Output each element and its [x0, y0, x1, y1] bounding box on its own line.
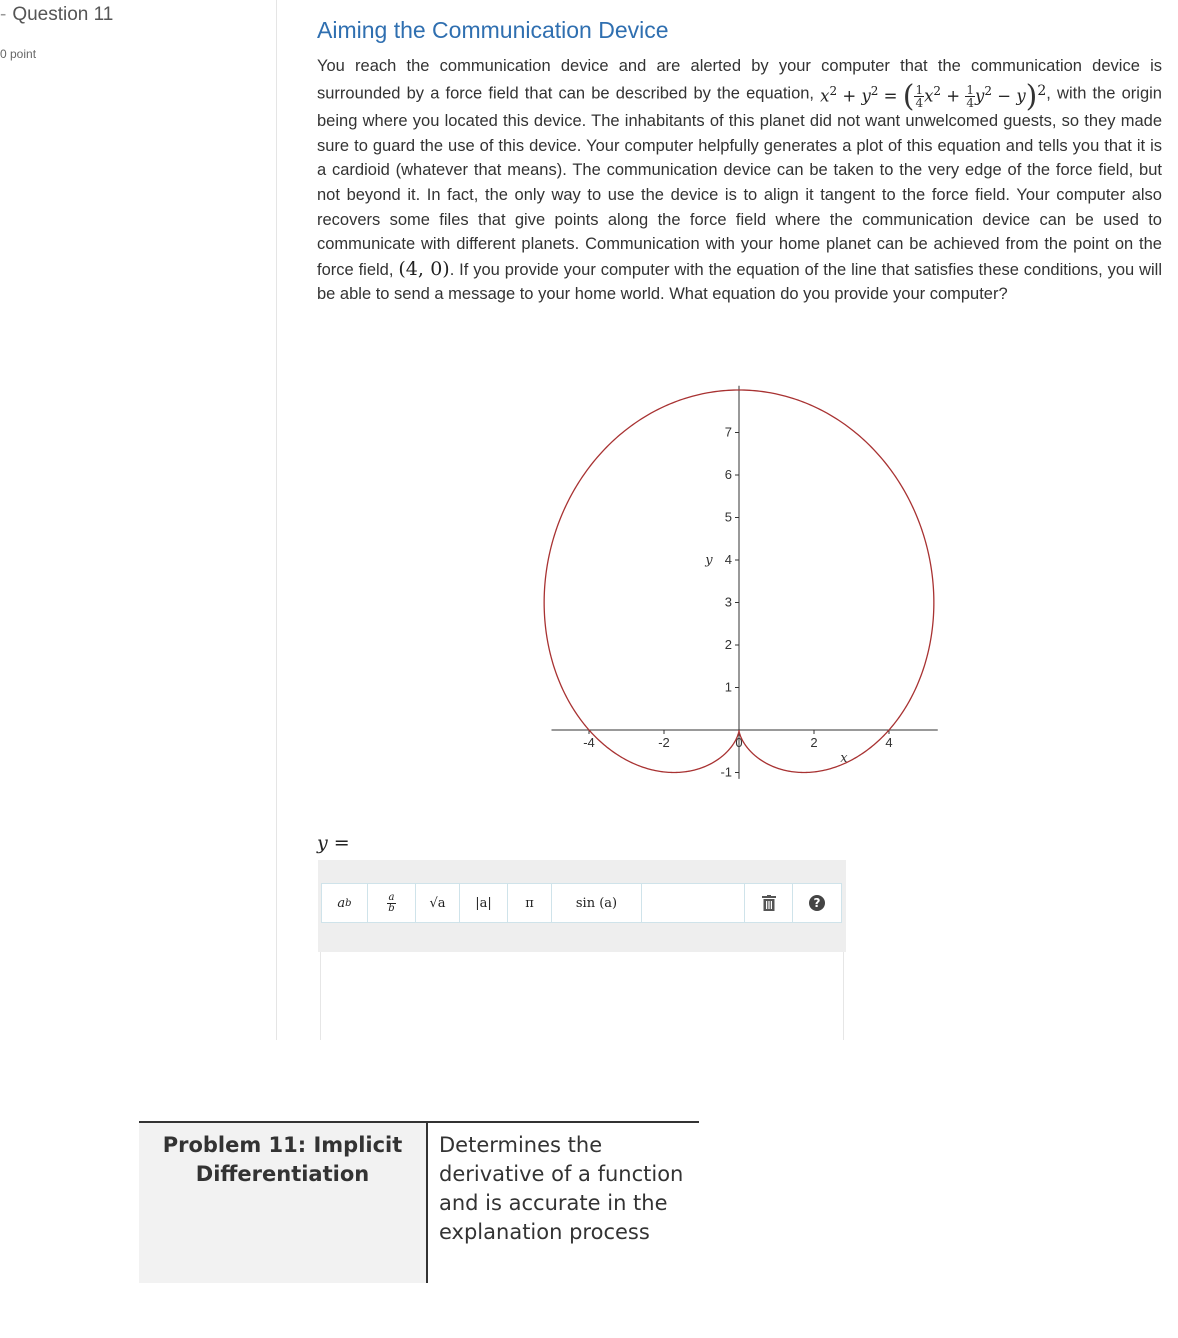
x-tick-label: 0: [735, 735, 743, 750]
problem-text-part-2: , with the origin being where you located this device. The inhabitants of this planet did not want unwelcomed guests, so they made sure to guard the use of this device. Your computer helpfully generates a plot of this equation and tells you that it is a cardioid (whatever that means). The communication device can be taken to the very edge of the force field, but not beyond it. In fact, the only way to use the device is to align it tangent to the force field. Your computer also recovers some files that give points along the force field where the communication device can be used to communicate with different planets. Communication with your home planet can be achieved from the point on the force field,: [317, 84, 1162, 279]
question-points: 0 point: [0, 47, 37, 61]
answer-input[interactable]: [320, 952, 844, 1040]
toolbar-spacer: [642, 884, 745, 922]
question-title-text: Question 11: [12, 4, 114, 25]
y-tick-label: 1: [724, 679, 732, 695]
trash-icon[interactable]: [745, 884, 793, 922]
answer-label-text: y =: [317, 832, 350, 854]
rubric-table: [139, 1121, 699, 1283]
x-axis-label: x: [840, 750, 848, 766]
y-tick-label: 7: [724, 424, 732, 440]
question-content: [317, 14, 1162, 307]
home-point: (4, 0): [398, 257, 450, 280]
x-tick-label: -4: [583, 735, 595, 750]
help-button[interactable]: [793, 884, 841, 922]
problem-text-part-1: You reach the communication device and are alerted by your computer that the communication device is surrounded by a force field that can be described by the equation,: [317, 57, 1162, 103]
question-title: - Question 11: [0, 4, 114, 25]
math-editor: [318, 860, 846, 1040]
problem-text: [317, 54, 1162, 307]
help-icon: ?: [809, 895, 825, 911]
column-divider: [276, 0, 277, 1040]
force-field-equation: $x^2 + y^2$ = ( $\frac{1}{4}$ $x^2$ + $\frac{1}{4}$ $y^2 - y)^2$: [820, 78, 1047, 114]
abs-button[interactable]: |a|: [460, 884, 508, 922]
x-tick-label: -2: [658, 735, 670, 750]
y-tick-label: 3: [724, 594, 732, 610]
trash-icon-glyph: [762, 895, 776, 911]
fraction-button[interactable]: $\frac{a}{b}$: [368, 884, 416, 922]
x-tick-label: 4: [885, 735, 893, 750]
pi-button[interactable]: π: [508, 884, 552, 922]
y-tick-label: 6: [724, 467, 732, 482]
rubric-criterion-title: Problem 11: Implicit Differentiation: [162, 1133, 403, 1186]
answer-label: [317, 832, 350, 855]
problem-heading: Aiming the Communication Device: [317, 17, 669, 43]
sin-button[interactable]: sin (a): [552, 884, 642, 922]
y-tick-label: 4: [724, 552, 732, 567]
rubric-column-divider: [426, 1123, 428, 1283]
y-axis-label: y: [705, 553, 713, 568]
rubric-criterion-description: Determines the derivative of a function and is accurate in the explanation process: [439, 1133, 684, 1244]
y-tick-label: -1: [720, 764, 732, 780]
cardioid-plot: [530, 380, 950, 800]
math-toolbar: [321, 883, 842, 923]
y-tick-label: 2: [724, 637, 732, 652]
x-tick-label: 2: [810, 735, 818, 750]
problem-text-part-3: . If you provide your computer with the equation of the line that satisfies these conditions, you will be able to send a message to your home world. What equation do you provide your computer?: [317, 260, 1162, 304]
sqrt-button[interactable]: √a: [416, 884, 460, 922]
power-button[interactable]: a b: [322, 884, 368, 922]
y-tick-label: 5: [724, 509, 732, 525]
